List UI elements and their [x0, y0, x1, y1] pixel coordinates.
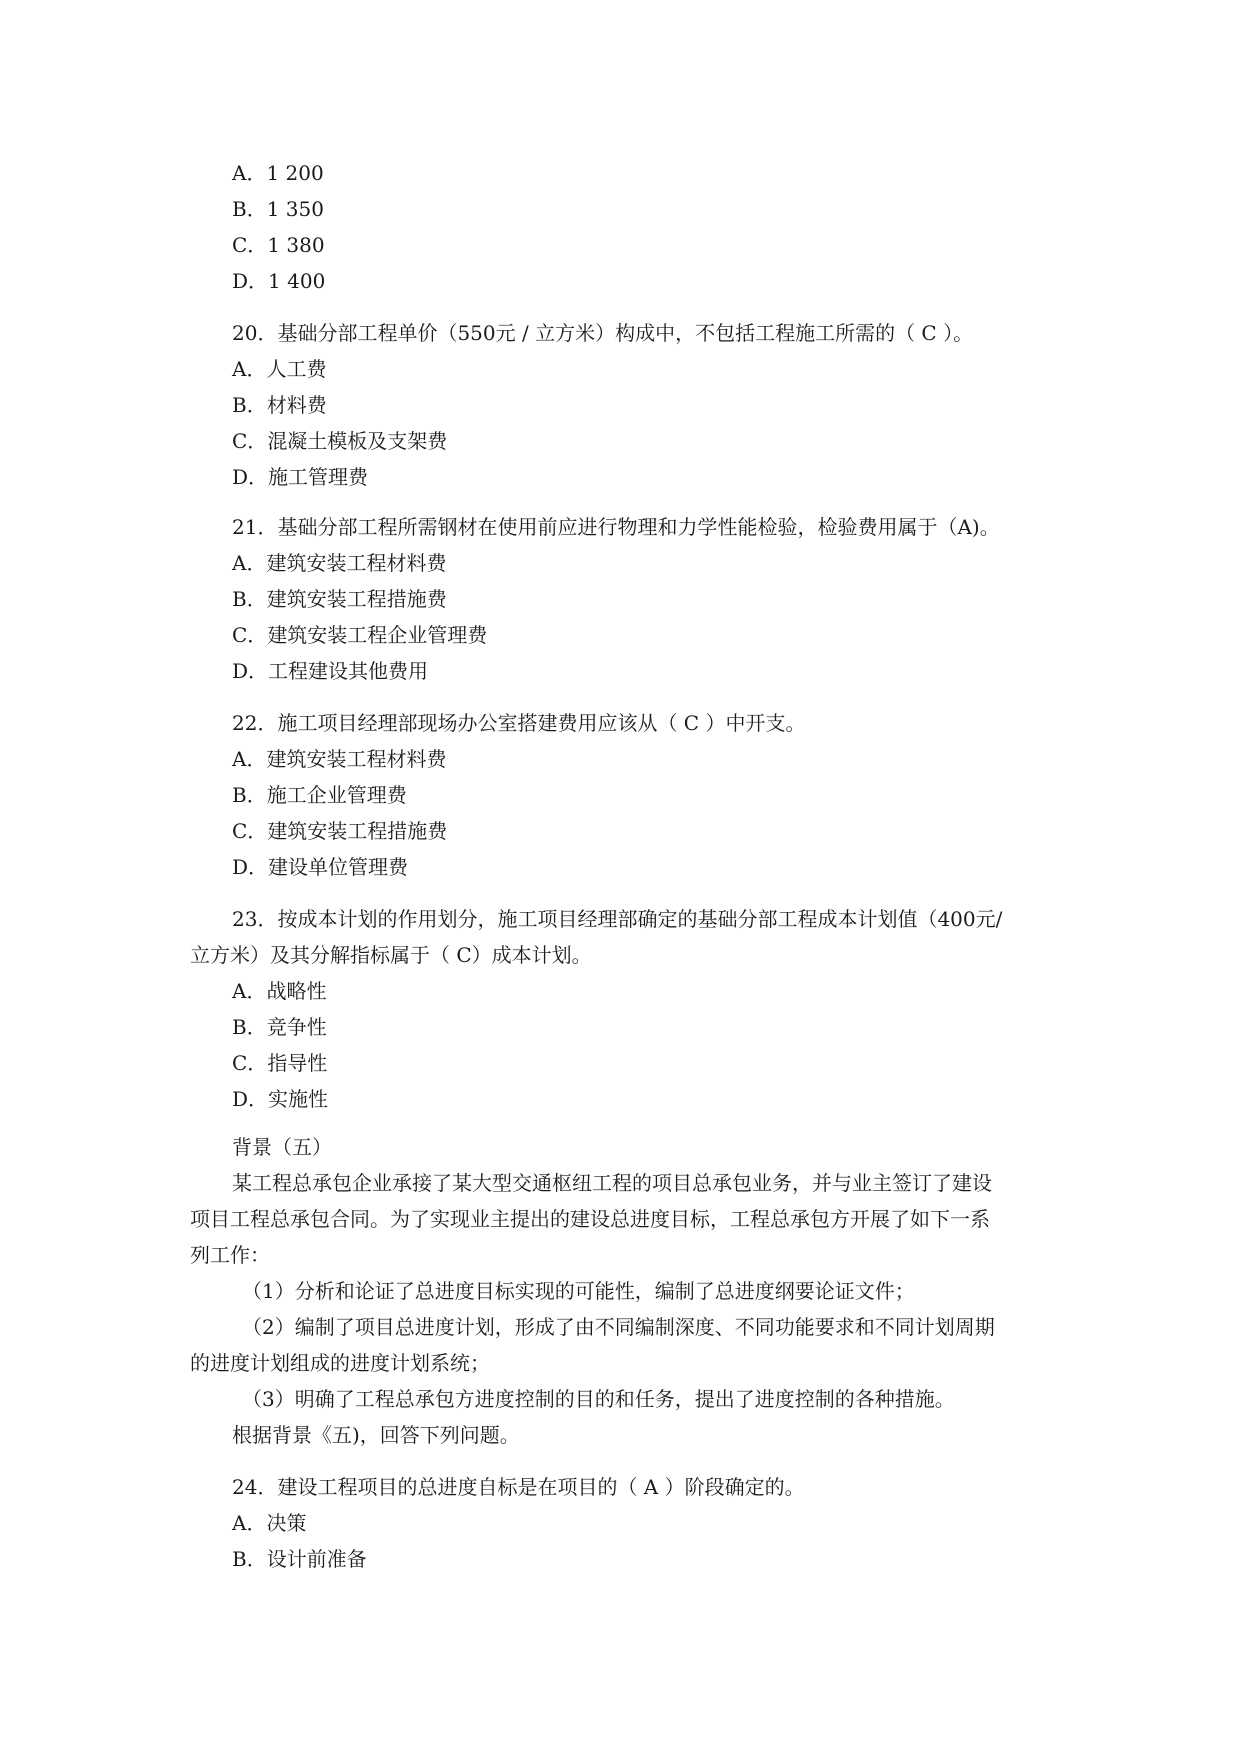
- background-para-line2: 项目工程总承包合同。为了实现业主提出的建设总进度目标，工程总承包方开展了如下一系: [190, 1207, 990, 1231]
- background-instruction: 根据背景《五)，回答下列问题。: [232, 1423, 520, 1447]
- q24-stem: 24．建设工程项目的总进度自标是在项目的（ A ）阶段确定的。: [232, 1475, 805, 1499]
- q23-option-a: A．战略性: [232, 979, 327, 1003]
- background-item1: （1）分析和论证了总进度目标实现的可能性，编制了总进度纲要论证文件；: [242, 1279, 915, 1303]
- q23-stem-line1: 23．按成本计划的作用划分，施工项目经理部确定的基础分部工程成本计划值（400元/: [232, 907, 1003, 931]
- q23-option-d: D．实施性: [232, 1087, 329, 1111]
- q20-option-b: B．材料费: [232, 393, 327, 417]
- q21-option-b: B．建筑安装工程措施费: [232, 587, 447, 611]
- background-item2-line1: （2）编制了项目总进度计划，形成了由不同编制深度、不同功能要求和不同计划周期: [242, 1315, 995, 1339]
- q21-option-a: A．建筑安装工程材料费: [232, 551, 447, 575]
- background-item2-line2: 的进度计划组成的进度计划系统；: [190, 1351, 490, 1375]
- background-title: 背景（五）: [232, 1135, 332, 1159]
- q19-option-a: A．1 200: [232, 161, 324, 185]
- q24-option-b: B．设计前准备: [232, 1547, 367, 1571]
- q23-option-b: B．竞争性: [232, 1015, 327, 1039]
- background-para-line1: 某工程总承包企业承接了某大型交通枢纽工程的项目总承包业务，并与业主签订了建设: [232, 1171, 992, 1195]
- q22-option-a: A．建筑安装工程材料费: [232, 747, 447, 771]
- q22-option-c: C．建筑安装工程措施费: [232, 819, 448, 843]
- q21-stem: 21．基础分部工程所需钢材在使用前应进行物理和力学性能检验，检验费用属于（A)。: [232, 515, 1000, 539]
- background-para-line3: 列工作：: [190, 1243, 270, 1267]
- q19-option-d: D．1 400: [232, 269, 326, 293]
- q20-stem: 20．基础分部工程单价（550元 / 立方米）构成中，不包括工程施工所需的（ C ）。: [232, 321, 974, 345]
- q20-option-a: A．人工费: [232, 357, 327, 381]
- q19-option-b: B．1 350: [232, 197, 324, 221]
- q21-option-d: D．工程建设其他费用: [232, 659, 429, 683]
- q23-option-c: C．指导性: [232, 1051, 328, 1075]
- background-item3: （3）明确了工程总承包方进度控制的目的和任务，提出了进度控制的各种措施。: [242, 1387, 955, 1411]
- q20-option-d: D．施工管理费: [232, 465, 369, 489]
- q21-option-c: C．建筑安装工程企业管理费: [232, 623, 488, 647]
- q22-option-b: B．施工企业管理费: [232, 783, 407, 807]
- q22-option-d: D．建设单位管理费: [232, 855, 409, 879]
- q19-option-c: C．1 380: [232, 233, 325, 257]
- q24-option-a: A．决策: [232, 1511, 307, 1535]
- q22-stem: 22．施工项目经理部现场办公室搭建费用应该从（ C ）中开支。: [232, 711, 806, 735]
- q23-stem-line2: 立方米）及其分解指标属于（ C）成本计划。: [190, 943, 592, 967]
- q20-option-c: C．混凝土模板及支架费: [232, 429, 448, 453]
